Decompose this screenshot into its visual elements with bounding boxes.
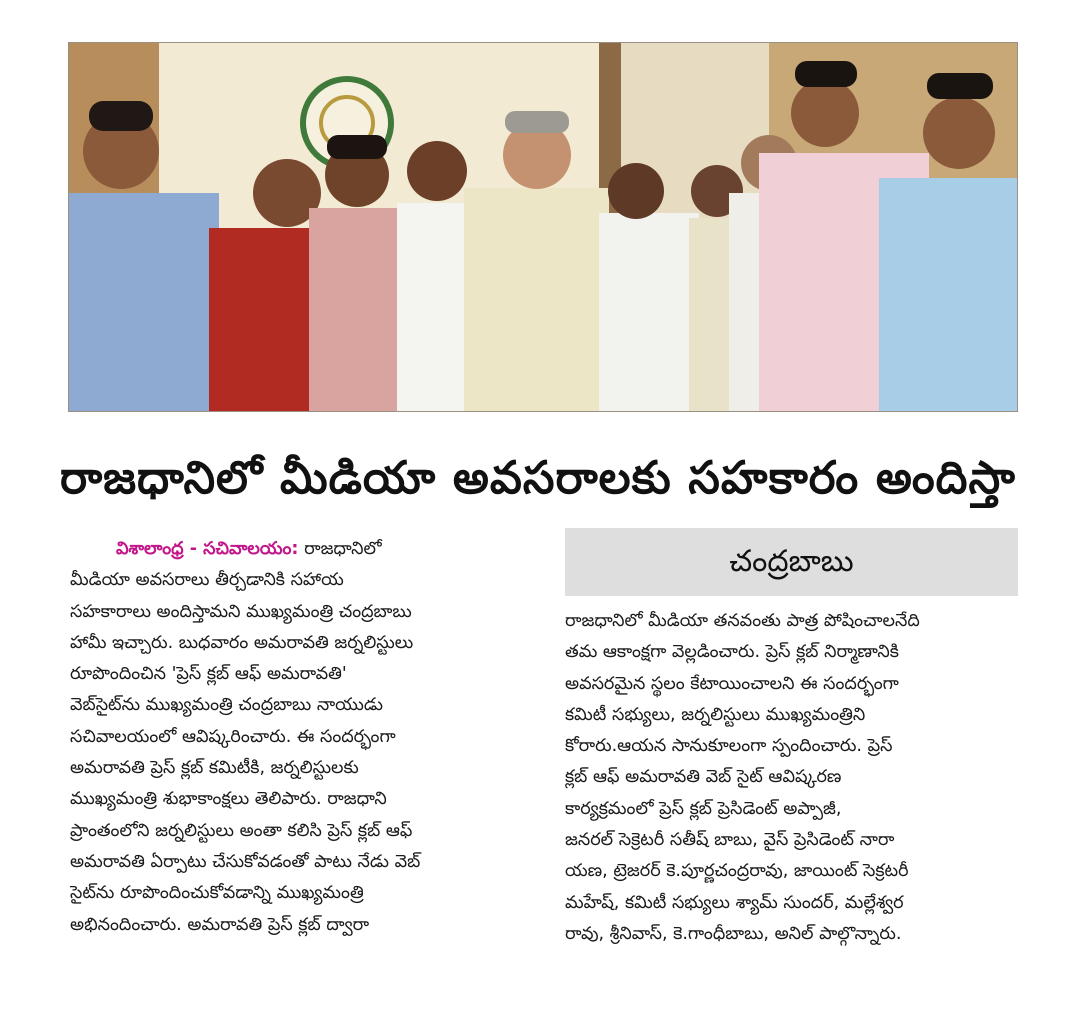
- headline: రాజధానిలో మీడియా అవసరాలకు సహకారం అందిస్తా: [60, 451, 1016, 504]
- article-column-left: [70, 534, 530, 941]
- article-line: వెబ్‌సైట్‌ను ముఖ్యమంత్రి చంద్రబాబు నాయుడు: [70, 695, 383, 716]
- article-line: యణ, ట్రెజరర్ కె.పూర్ణచంద్రరావు, జాయింట్ సెక్రటరీ: [565, 861, 909, 882]
- article-line: రాజధానిలో మీడియా తనవంతు పాత్ర పోషించాలనేది: [565, 611, 920, 631]
- article-line: ముఖ్యమంత్రి శుభాకాంక్షలు తెలిపారు. రాజధాని: [70, 789, 387, 810]
- article-line: కార్యక్రమంలో ప్రెస్ క్లబ్ ప్రెసిడెంట్ అప్పాజీ,: [565, 798, 842, 819]
- subhead-box: [565, 528, 1018, 596]
- article-line: రావు, శ్రీనివాస్, కె.గాంధీబాబు, అనిల్ పాల్గొన్నారు.: [565, 923, 902, 944]
- article-line: అమరావతి ప్రెస్ క్లబ్ కమిటీకి, జర్నలిస్టులకు: [70, 758, 359, 779]
- article-line: కమిటీ సభ్యులు, జర్నలిస్టులు ముఖ్యమంత్రిని: [565, 704, 866, 725]
- article-line: హామీ ఇచ్చారు. బుధవారం అమరావతి జర్నలిస్టులు: [70, 632, 414, 653]
- subhead: చంద్రబాబు: [729, 544, 854, 579]
- article-line: అవసరమైన స్థలం కేటాయించాలని ఈ సందర్భంగా: [565, 673, 899, 694]
- article-line: తమ ఆకాంక్షగా వెల్లడించారు. ప్రెస్ క్లబ్ నిర్మాణానికి: [565, 642, 899, 663]
- article-line: అభినందించారు. అమరావతి ప్రెస్ క్లబ్ ద్వారా: [70, 914, 370, 935]
- article-line: కోరారు.ఆయన సానుకూలంగా స్పందించారు. ప్రెస్: [565, 736, 893, 757]
- article-line: మహేష్, కమిటీ సభ్యులు శ్యామ్ సుందర్, మల్లేశ్వర: [565, 892, 904, 913]
- article-column-right: [565, 606, 1020, 950]
- group-photo: [69, 43, 1018, 412]
- article-line: సహకారాలు అందిస్తామని ముఖ్యమంత్రి చంద్రబాబు: [70, 601, 412, 622]
- article-photo: [68, 42, 1018, 412]
- article-line: [70, 534, 530, 565]
- article-line: సైట్‌ను రూపొందించుకోవడాన్ని ముఖ్యమంత్రి: [70, 883, 364, 904]
- article-text: రాజధానిలో: [304, 539, 382, 559]
- article-line: జనరల్ సెక్రెటరీ సతీష్ బాబు, వైస్ ప్రెసిడెంట్ నారా: [565, 830, 895, 851]
- article-line: ప్రాంతంలోని జర్నలిస్టులు అంతా కలిసి ప్రెస్ క్లబ్ ఆఫ్: [70, 820, 413, 841]
- article-line: క్లబ్ ఆఫ్ అమరావతి వెబ్ సైట్ ఆవిష్కరణ: [565, 767, 842, 788]
- article-line: మీడియా అవసరాలు తీర్చడానికి సహాయ: [70, 570, 344, 591]
- article-line: అమరావతి ఏర్పాటు చేసుకోవడంతో పాటు నేడు వెబ్: [70, 851, 421, 872]
- dateline: విశాలాంధ్ర - సచివాలయం:: [116, 539, 299, 559]
- article-line: సచివాలయంలో ఆవిష్కరించారు. ఈ సందర్భంగా: [70, 726, 396, 747]
- article-line: రూపొందించిన 'ప్రెస్ క్లబ్ ఆఫ్ అమరావతి': [70, 664, 347, 685]
